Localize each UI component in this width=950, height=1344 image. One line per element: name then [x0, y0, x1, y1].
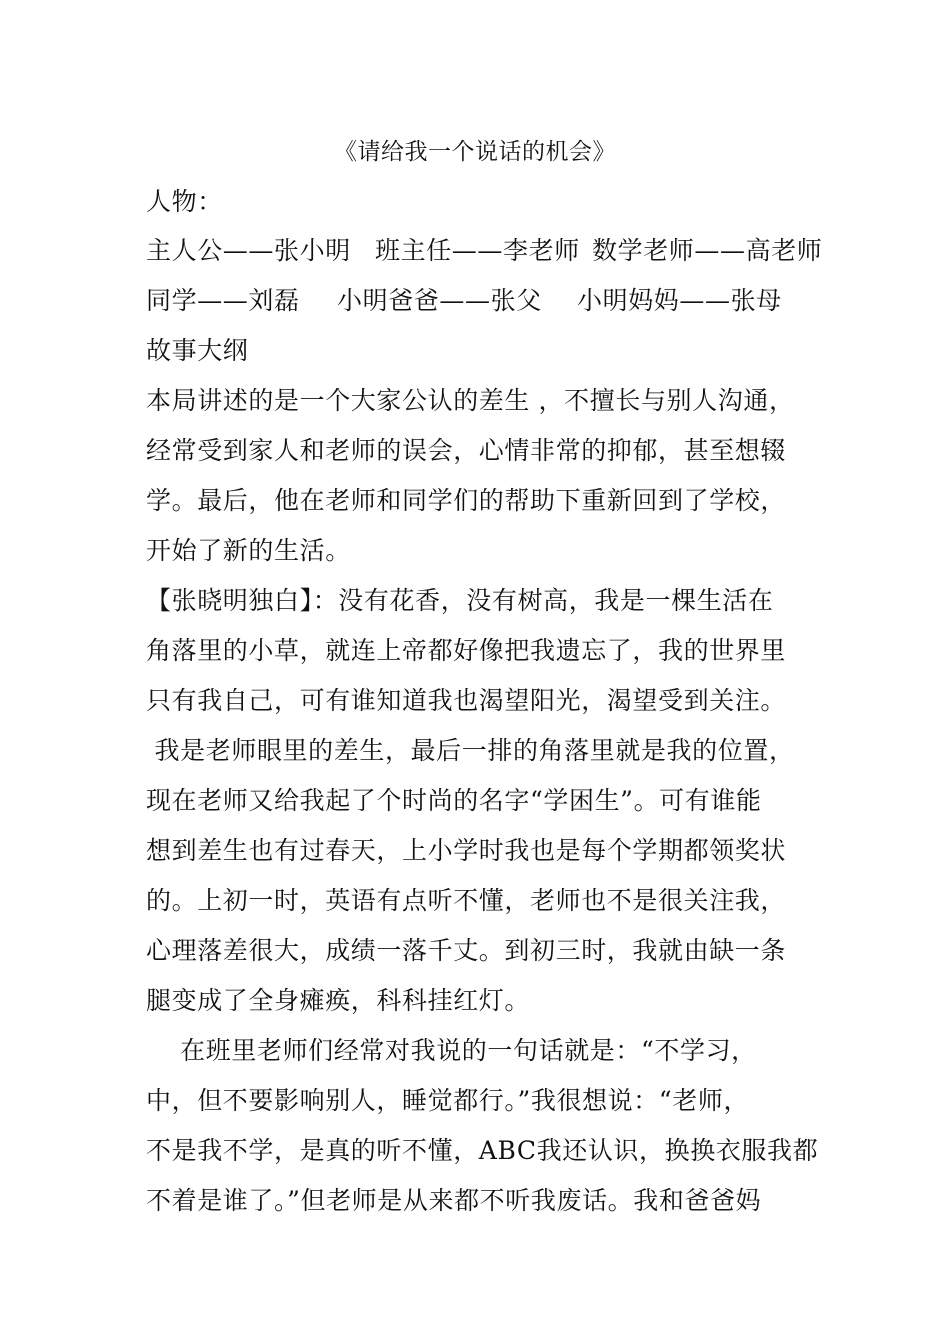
text-line: 经常受到家人和老师的误会，心情非常的抑郁，甚至想辍 — [146, 436, 787, 465]
cast-head-teacher: 班主任——李老师 — [375, 236, 580, 265]
text-line: 的。上初一时，英语有点听不懂，老师也不是很关注我， — [146, 886, 787, 915]
document-title: 《请给我一个说话的机会》 — [334, 139, 616, 165]
text-line: 心理落差很大，成绩一落千丈。到初三时，我就由缺一条 — [146, 936, 787, 965]
text-line: 在班里老师们经常对我说的一句话就是：“不学习， — [146, 1036, 757, 1065]
text-line: 不是我不学，是真的听不懂，ABC我还认识，换换衣服我都 — [146, 1136, 819, 1165]
cast-classmate: 同学——刘磊 — [146, 286, 300, 315]
text-line: 本局讲述的是一个大家公认的差生 ，不擅长与别人沟通， — [146, 386, 795, 415]
text-line: 想到差生也有过春天，上小学时我也是每个学期都领奖状 — [146, 836, 787, 865]
text-line: 腿变成了全身瘫痪，科科挂红灯。 — [146, 986, 531, 1015]
cast-mother: 小明妈妈——张母 — [577, 286, 782, 315]
characters-label: 人物： — [146, 187, 223, 216]
text-line: 只有我自己，可有谁知道我也渴望阳光，渴望受到关注。 — [146, 686, 787, 715]
cast-math-teacher: 数学老师——高老师 — [592, 236, 823, 265]
text-line: 开始了新的生活。 — [146, 536, 351, 565]
text-line: 学。最后，他在老师和同学们的帮助下重新回到了学校， — [146, 486, 787, 515]
text-line: 中，但不要影响别人，睡觉都行。”我很想说：“老师， — [146, 1086, 750, 1115]
text-line: 角落里的小草，就连上帝都好像把我遗忘了，我的世界里 — [146, 636, 787, 665]
cast-father: 小明爸爸——张父 — [337, 286, 542, 315]
cast-protagonist: 主人公——张小明 — [146, 236, 351, 265]
text-line: 不着是谁了。”但老师是从来都不听我废话。我和爸爸妈 — [146, 1186, 762, 1215]
outline-heading: 故事大纲 — [146, 336, 249, 365]
text-line: 现在老师又给我起了个时尚的名字“学困生”。可有谁能 — [146, 786, 762, 815]
text-line: 【张晓明独白】：没有花香，没有树高，我是一棵生活在 — [146, 586, 774, 615]
text-line: 我是老师眼里的差生，最后一排的角落里就是我的位置， — [146, 736, 795, 765]
